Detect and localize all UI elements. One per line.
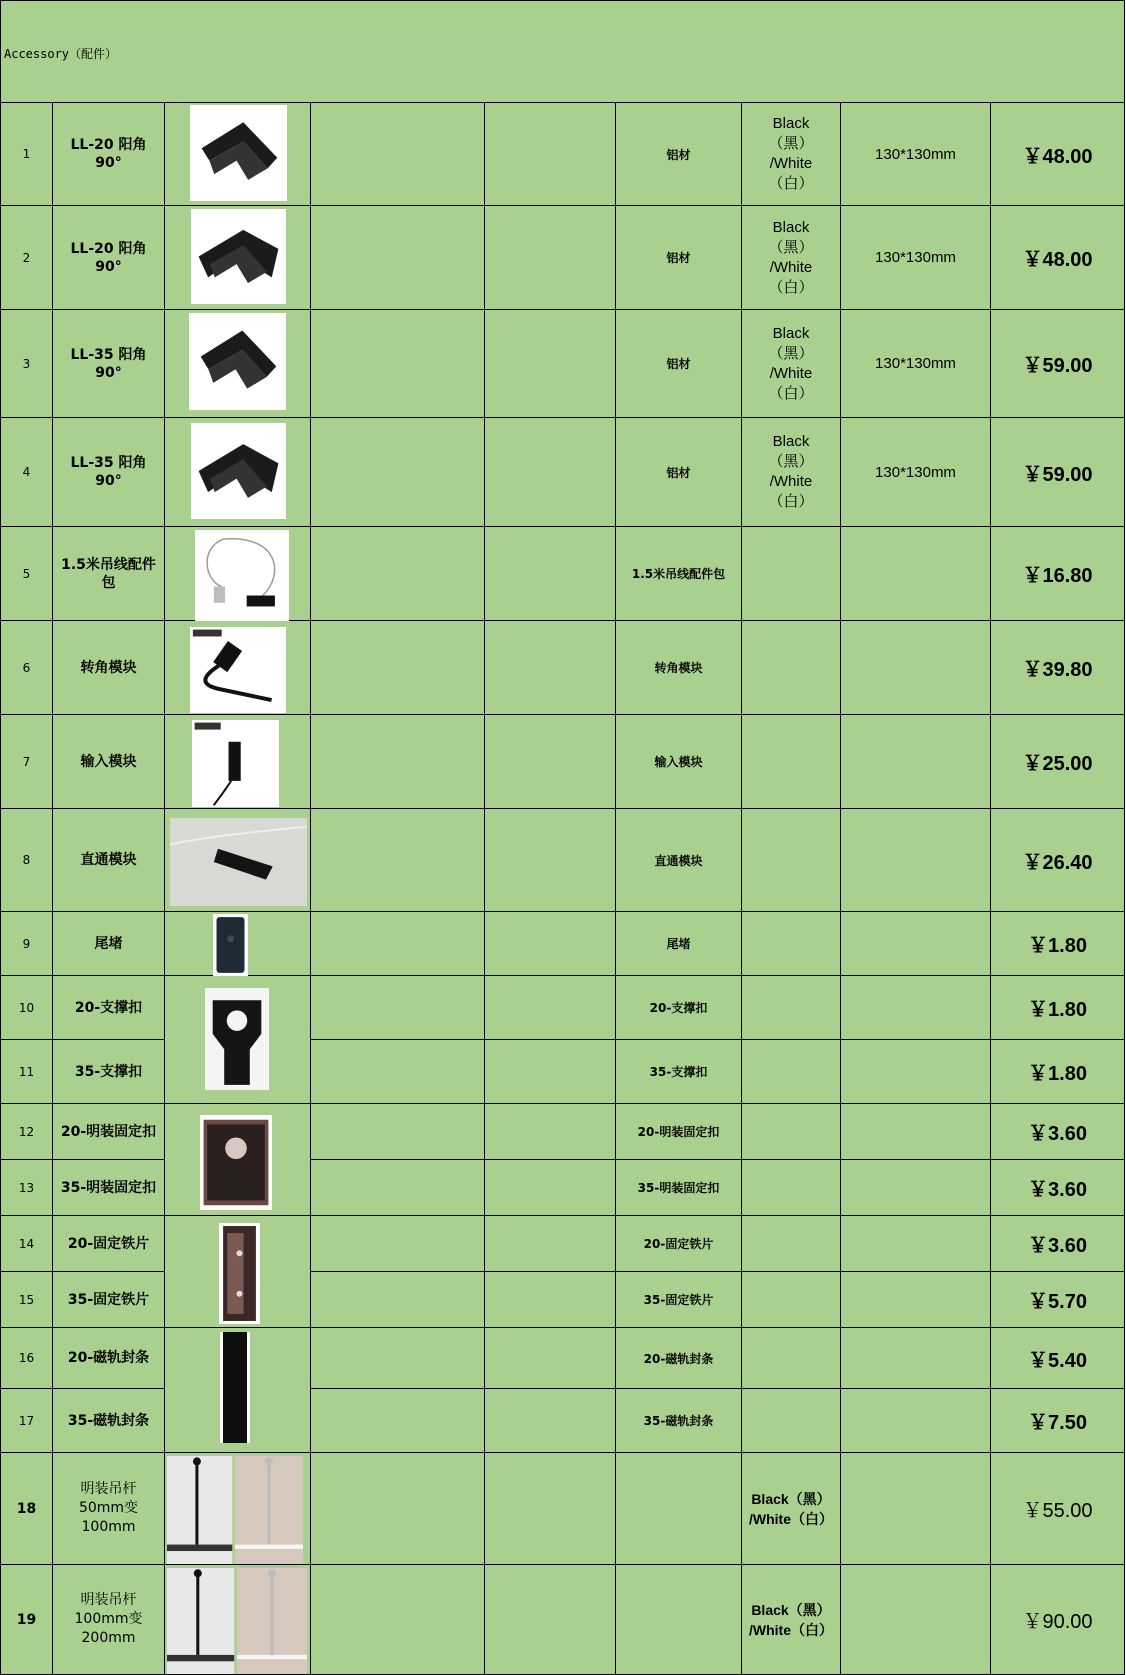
row-15-blank-b: [485, 1272, 616, 1328]
row-2-size: [841, 206, 991, 310]
row-6-material-text: 转角模块: [654, 661, 703, 675]
row-19-price-text: ￥90.00: [1022, 1611, 1093, 1633]
row-18-size: [841, 1453, 991, 1565]
row-12-number-text: 12: [18, 1124, 35, 1139]
row-14-material-text: 20-固定铁片: [643, 1237, 714, 1251]
row-2-product-image: [191, 209, 286, 304]
row-12-color: [742, 1104, 841, 1160]
row-4-blank-b: [485, 418, 616, 527]
row-2-blank-b: [485, 206, 616, 310]
row-6-price-text: ￥39.80: [1022, 659, 1093, 681]
row-13-material: [616, 1160, 742, 1216]
row-18-color: [742, 1453, 841, 1565]
row-17-number-text: 17: [18, 1413, 35, 1428]
row-18-product-image: [167, 1456, 303, 1564]
row-2-number: [0, 206, 53, 310]
row-4-material-text: 铝材: [666, 465, 691, 480]
row-13-size: [841, 1160, 991, 1216]
row-4-name-text: LL-35 阳角 90°: [70, 455, 147, 489]
row-3-material: [616, 310, 742, 418]
row-12-blank-a: [311, 1104, 485, 1160]
row-15-size: [841, 1272, 991, 1328]
row-9-number-text: 9: [22, 936, 31, 951]
row-7-name: [53, 715, 165, 809]
row-16-price-text: ￥5.40: [1028, 1349, 1087, 1372]
row-10-name: [53, 976, 165, 1040]
row-3-product-image: [189, 313, 286, 410]
row-2-number-text: 2: [22, 250, 31, 265]
row-14-price: [991, 1216, 1125, 1272]
row-17-size: [841, 1389, 991, 1453]
row-11-size: [841, 1040, 991, 1104]
row-7-blank-b: [485, 715, 616, 809]
row-9-blank-a: [311, 912, 485, 976]
row-12-material: [616, 1104, 742, 1160]
row-14-color: [742, 1216, 841, 1272]
row-10-price-text: ￥1.80: [1028, 999, 1087, 1021]
row-3-color: [742, 310, 841, 418]
row-6-color: [742, 621, 841, 715]
row-6-blank-a: [311, 621, 485, 715]
row-16-size: [841, 1328, 991, 1389]
row-2-size-text: 130*130mm: [875, 249, 956, 266]
row-9-product-image: [213, 914, 248, 976]
row-1-blank-a: [311, 103, 485, 206]
row-8-size: [841, 809, 991, 912]
row-5-name: [53, 527, 165, 621]
row-8-name: [53, 809, 165, 912]
row-17-price: [991, 1389, 1125, 1453]
row-7-size: [841, 715, 991, 809]
row-1-material: [616, 103, 742, 206]
row-16-blank-b: [485, 1328, 616, 1389]
row-18-name-text: 明装吊杆 50mm变100mm: [78, 1481, 139, 1535]
row-14-blank-b: [485, 1216, 616, 1272]
row-8-blank-a: [311, 809, 485, 912]
row-11-price: [991, 1040, 1125, 1104]
row-7-material: [616, 715, 742, 809]
row-1-price: [991, 103, 1125, 206]
row-13-price-text: ￥3.60: [1028, 1179, 1087, 1201]
row-8-color: [742, 809, 841, 912]
row-11-number-text: 11: [18, 1064, 35, 1079]
row-9-name-text: 尾堵: [94, 935, 123, 952]
row-7-number-text: 7: [22, 754, 31, 769]
row-16-number: [0, 1328, 53, 1389]
row-4-price: [991, 418, 1125, 527]
row-15-price: [991, 1272, 1125, 1328]
row-9-size: [841, 912, 991, 976]
row-8-number-text: 8: [22, 853, 31, 867]
row-7-product-image: [192, 720, 279, 807]
row-6-size: [841, 621, 991, 715]
row-18-price: [991, 1453, 1125, 1565]
row-13-name: [53, 1160, 165, 1216]
row-14-number: [0, 1216, 53, 1272]
row-13-name-text: 35-明装固定扣: [60, 1179, 157, 1196]
row-6-product-image: [190, 627, 286, 713]
row-16-name-text: 20-磁轨封条: [67, 1350, 150, 1366]
row-4-product-image: [191, 423, 286, 519]
row-4-price-text: ￥59.00: [1022, 463, 1093, 486]
row-3-blank-b: [485, 310, 616, 418]
row-1-size: [841, 103, 991, 206]
sheet-header: [0, 0, 1125, 103]
row-7-price-text: ￥25.00: [1022, 753, 1093, 775]
row-3-number-text: 3: [22, 356, 31, 371]
row-3-blank-a: [311, 310, 485, 418]
row-10-number: [0, 976, 53, 1040]
row-3-name-text: LL-35 阳角 90°: [70, 346, 147, 381]
row-6-price: [991, 621, 1125, 715]
row-11-material-text: 35-支撑扣: [649, 1065, 708, 1079]
row-10-blank-b: [485, 976, 616, 1040]
row-1-name-text: LL-20 阳角 90°: [70, 137, 147, 171]
row-11-blank-a: [311, 1040, 485, 1104]
row-12-number: [0, 1104, 53, 1160]
row-19-blank-a: [311, 1565, 485, 1675]
row-19-blank-b: [485, 1565, 616, 1675]
row-5-size: [841, 527, 991, 621]
row-4-number: [0, 418, 53, 527]
row-2-price: [991, 206, 1125, 310]
row-15-material-text: 35-固定铁片: [643, 1293, 714, 1307]
row-2-color-text: Black （黑） /White （白）: [768, 218, 814, 296]
rows-16-17-product-image: [220, 1332, 250, 1443]
row-11-material: [616, 1040, 742, 1104]
row-17-material-text: 35-磁轨封条: [643, 1414, 714, 1428]
row-9-material: [616, 912, 742, 976]
row-8-material-text: 直通模块: [654, 853, 703, 868]
row-11-color: [742, 1040, 841, 1104]
row-13-blank-b: [485, 1160, 616, 1216]
row-17-price-text: ￥7.50: [1028, 1412, 1087, 1434]
rows-10-11-product-image: [205, 988, 269, 1090]
row-8-name-text: 直通模块: [80, 852, 137, 868]
row-18-material: [616, 1453, 742, 1565]
row-10-name-text: 20-支撑扣: [74, 999, 143, 1016]
row-13-material-text: 35-明装固定扣: [637, 1181, 720, 1195]
row-12-name-text: 20-明装固定扣: [60, 1123, 157, 1140]
sheet-title: Accessory（配件）: [4, 47, 118, 61]
row-12-name: [53, 1104, 165, 1160]
row-15-blank-a: [311, 1272, 485, 1328]
row-15-price-text: ￥5.70: [1028, 1291, 1087, 1313]
row-18-name: [53, 1453, 165, 1565]
row-19-price: [991, 1565, 1125, 1675]
row-14-name-text: 20-固定铁片: [67, 1235, 150, 1252]
row-17-color: [742, 1389, 841, 1453]
row-10-price: [991, 976, 1125, 1040]
row-1-blank-b: [485, 103, 616, 206]
row-14-size: [841, 1216, 991, 1272]
row-16-blank-a: [311, 1328, 485, 1389]
row-18-blank-a: [311, 1453, 485, 1565]
row-8-product-image: [170, 818, 307, 906]
row-6-name-text: 转角模块: [80, 659, 137, 676]
row-9-color: [742, 912, 841, 976]
row-14-material: [616, 1216, 742, 1272]
row-1-number: [0, 103, 53, 206]
row-14-name: [53, 1216, 165, 1272]
row-18-number-text: 18: [16, 1500, 37, 1517]
row-4-color: [742, 418, 841, 527]
row-7-number: [0, 715, 53, 809]
row-3-color-text: Black （黑） /White （白）: [768, 324, 814, 402]
row-18-color-text: Black（黑） /White（白）: [749, 1490, 833, 1527]
row-1-material-text: 铝材: [666, 147, 691, 162]
row-2-name: [53, 206, 165, 310]
row-8-blank-b: [485, 809, 616, 912]
row-7-color: [742, 715, 841, 809]
row-10-size: [841, 976, 991, 1040]
rows-14-15-product-image: [219, 1223, 260, 1324]
row-3-price: [991, 310, 1125, 418]
row-5-material-text: 1.5米吊线配件包: [631, 567, 726, 581]
row-8-price: [991, 809, 1125, 912]
row-7-price: [991, 715, 1125, 809]
row-13-color: [742, 1160, 841, 1216]
row-7-material-text: 输入模块: [654, 755, 703, 769]
row-12-price: [991, 1104, 1125, 1160]
row-9-number: [0, 912, 53, 976]
row-4-size-text: 130*130mm: [875, 463, 956, 481]
row-6-material: [616, 621, 742, 715]
row-1-color-text: Black （黑） /White （白）: [768, 115, 814, 192]
row-19-material: [616, 1565, 742, 1675]
row-13-price: [991, 1160, 1125, 1216]
row-16-price: [991, 1328, 1125, 1389]
row-15-color: [742, 1272, 841, 1328]
rows-12-13-product-image: [200, 1115, 272, 1210]
row-11-name: [53, 1040, 165, 1104]
row-10-number-text: 10: [18, 1000, 35, 1015]
row-15-name: [53, 1272, 165, 1328]
row-8-number: [0, 809, 53, 912]
row-16-material: [616, 1328, 742, 1389]
row-19-number: [0, 1565, 53, 1675]
row-15-name-text: 35-固定铁片: [67, 1291, 150, 1308]
row-2-color: [742, 206, 841, 310]
row-15-number: [0, 1272, 53, 1328]
row-16-material-text: 20-磁轨封条: [643, 1351, 714, 1366]
row-4-color-text: Black （黑） /White （白）: [768, 433, 814, 510]
row-3-price-text: ￥59.00: [1022, 355, 1093, 377]
row-17-name: [53, 1389, 165, 1453]
row-7-name-text: 输入模块: [80, 753, 137, 770]
row-3-material-text: 铝材: [666, 357, 691, 371]
row-9-price-text: ￥1.80: [1028, 935, 1087, 957]
row-9-price: [991, 912, 1125, 976]
row-6-number-text: 6: [22, 660, 31, 675]
row-4-material: [616, 418, 742, 527]
row-4-size: [841, 418, 991, 527]
row-6-number: [0, 621, 53, 715]
row-17-blank-a: [311, 1389, 485, 1453]
row-7-blank-a: [311, 715, 485, 809]
row-10-color: [742, 976, 841, 1040]
row-17-number: [0, 1389, 53, 1453]
row-3-name: [53, 310, 165, 418]
row-19-product-image: [167, 1568, 307, 1674]
row-2-name-text: LL-20 阳角 90°: [70, 240, 147, 275]
row-19-number-text: 19: [16, 1611, 37, 1628]
row-5-price-text: ￥16.80: [1022, 565, 1093, 587]
row-18-blank-b: [485, 1453, 616, 1565]
row-17-material: [616, 1389, 742, 1453]
row-1-color: [742, 103, 841, 206]
row-12-price-text: ￥3.60: [1028, 1123, 1087, 1145]
row-1-price-text: ￥48.00: [1022, 145, 1093, 168]
row-18-number: [0, 1453, 53, 1565]
row-19-color-text: Black（黑） /White（白）: [749, 1601, 833, 1638]
row-6-blank-b: [485, 621, 616, 715]
row-1-product-image: [190, 105, 287, 201]
row-9-material-text: 尾堵: [666, 937, 691, 951]
row-5-name-text: 1.5米吊线配件 包: [61, 556, 156, 591]
row-9-name: [53, 912, 165, 976]
row-2-blank-a: [311, 206, 485, 310]
row-14-blank-a: [311, 1216, 485, 1272]
row-12-blank-b: [485, 1104, 616, 1160]
row-8-price-text: ￥26.40: [1022, 851, 1093, 874]
row-16-color: [742, 1328, 841, 1389]
row-11-number: [0, 1040, 53, 1104]
row-2-price-text: ￥48.00: [1022, 249, 1093, 271]
row-5-material: [616, 527, 742, 621]
row-19-name: [53, 1565, 165, 1675]
row-1-number-text: 1: [22, 147, 31, 161]
row-12-size: [841, 1104, 991, 1160]
row-11-price-text: ￥1.80: [1028, 1063, 1087, 1085]
row-13-number-text: 13: [18, 1180, 35, 1195]
row-14-price-text: ￥3.60: [1028, 1235, 1087, 1257]
row-3-size-text: 130*130mm: [875, 355, 956, 372]
row-11-blank-b: [485, 1040, 616, 1104]
row-12-material-text: 20-明装固定扣: [637, 1125, 720, 1139]
row-15-material: [616, 1272, 742, 1328]
row-17-name-text: 35-磁轨封条: [67, 1412, 150, 1429]
row-13-blank-a: [311, 1160, 485, 1216]
row-17-blank-b: [485, 1389, 616, 1453]
row-1-size-text: 130*130mm: [875, 145, 956, 163]
row-16-name: [53, 1328, 165, 1389]
row-5-color: [742, 527, 841, 621]
row-1-name: [53, 103, 165, 206]
row-5-blank-b: [485, 527, 616, 621]
row-13-number: [0, 1160, 53, 1216]
row-5-price: [991, 527, 1125, 621]
row-5-number-text: 5: [22, 566, 31, 581]
row-5-number: [0, 527, 53, 621]
row-5-blank-a: [311, 527, 485, 621]
row-19-color: [742, 1565, 841, 1675]
row-6-name: [53, 621, 165, 715]
row-19-size: [841, 1565, 991, 1675]
row-14-number-text: 14: [18, 1236, 35, 1251]
row-15-number-text: 15: [18, 1292, 35, 1307]
row-9-blank-b: [485, 912, 616, 976]
row-2-material: [616, 206, 742, 310]
row-3-size: [841, 310, 991, 418]
row-10-material: [616, 976, 742, 1040]
row-8-material: [616, 809, 742, 912]
row-4-name: [53, 418, 165, 527]
row-18-price-text: ￥55.00: [1022, 1500, 1093, 1522]
row-19-name-text: 明装吊杆 100mm变 200mm: [74, 1592, 143, 1646]
row-4-blank-a: [311, 418, 485, 527]
row-16-number-text: 16: [18, 1351, 35, 1365]
row-3-number: [0, 310, 53, 418]
row-10-material-text: 20-支撑扣: [649, 1001, 708, 1015]
row-2-material-text: 铝材: [666, 251, 691, 265]
row-5-product-image: [195, 530, 289, 621]
row-10-blank-a: [311, 976, 485, 1040]
row-4-number-text: 4: [22, 465, 31, 479]
row-11-name-text: 35-支撑扣: [74, 1063, 143, 1080]
